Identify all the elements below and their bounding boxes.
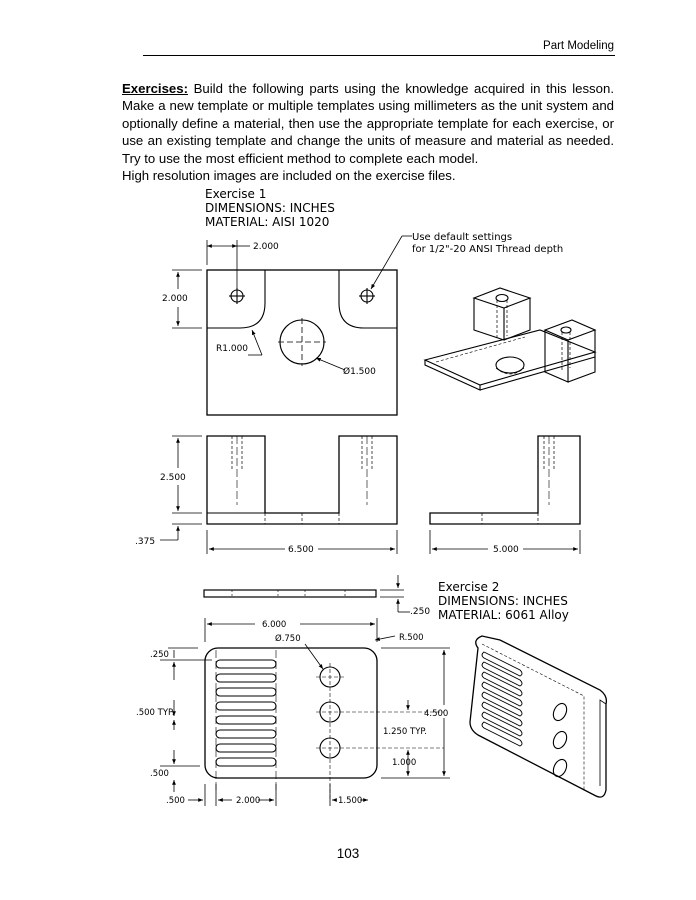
dim-slot-bottom: .500 [150,769,169,779]
slot-pattern [216,660,276,766]
exercise1-front-view [160,436,397,554]
dim-hole-diameter-2: Ø.750 [275,634,301,644]
dim-plate-length: 6.000 [262,620,287,630]
exercise1-title-block [205,187,335,229]
dim-corner-radius: R.500 [399,633,424,643]
dim-top-offset: 2.000 [162,294,188,304]
dim-slot-left: .500 [166,796,185,806]
exercise2-material: MATERIAL: 6061 Alloy [438,608,569,622]
exercise1-units: DIMENSIONS: INCHES [205,201,335,215]
exercise2-title-block [438,580,569,622]
exercise1-side-view [430,436,580,554]
exercise2-edge-view [204,575,410,612]
dim-base-thickness: .375 [135,537,156,547]
dim-depth: 5.000 [493,545,519,555]
exercise2-isometric-view [470,636,606,797]
dim-plate-thickness: .250 [410,607,431,617]
exercise1-isometric-view [425,288,595,390]
exercise1-title: Exercise 1 [205,187,267,201]
dim-radius: R1.000 [216,344,249,354]
iso-slots [482,652,522,746]
dim-hole-diameter: Ø1.500 [343,367,376,377]
dim-length: 6.500 [288,545,314,555]
dim-hole-x: 1.500 [338,796,363,806]
dim-height: 2.500 [160,473,186,483]
exercise2-units: DIMENSIONS: INCHES [438,594,568,608]
dim-hole-offset: 2.000 [253,242,279,252]
intro-body: Build the following parts using the knowledge acquired in this lesson. Make a new template or multiple templates using millimeters as the unit system and optionally define a material, then use the appropriate template for each exercise, or use an existing template and change the units of measure and material as needed. Try to use the most efficient method to complete each model. [122,81,614,166]
exercise1-material: MATERIAL: AISI 1020 [205,215,330,229]
page-number: 103 [336,846,360,861]
running-header: Part Modeling [543,40,614,52]
dim-plate-height: 4.500 [424,709,449,719]
intro-note: High resolution images are included on the exercise files. [122,168,456,184]
dim-slot-length: 2.000 [236,796,261,806]
dim-slot-pitch: .500 TYP. [136,708,175,718]
dim-hole-bottom: 1.000 [392,758,417,768]
thread-callout-line1: Use default settings [412,232,513,243]
exercise2-title: Exercise 2 [438,580,500,594]
thread-callout-line2: for 1/2"-20 ANSI Thread depth [412,244,564,255]
exercise2-front-view [160,618,450,806]
exercises-heading: Exercises: [122,81,188,96]
exercise1-top-view [172,236,412,415]
dim-hole-pitch: 1.250 TYP. [383,727,427,737]
dim-slot-top: .250 [150,650,169,660]
